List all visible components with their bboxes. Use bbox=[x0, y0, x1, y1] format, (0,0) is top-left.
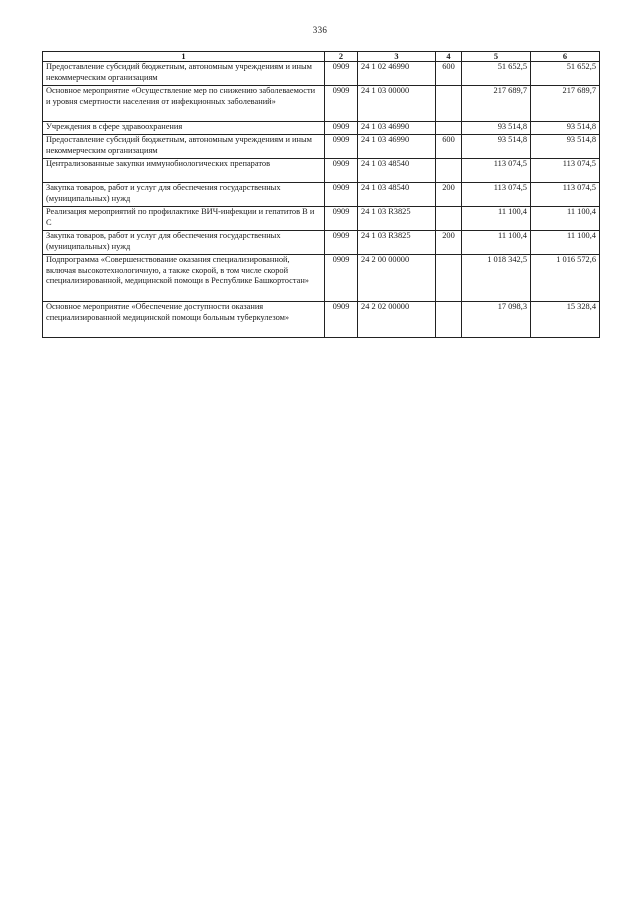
row-type bbox=[436, 159, 462, 183]
row-code: 24 1 02 46990 bbox=[358, 62, 436, 86]
row-type bbox=[436, 86, 462, 122]
row-type: 200 bbox=[436, 183, 462, 207]
table-row bbox=[43, 62, 600, 86]
row-section: 0909 bbox=[325, 302, 358, 338]
row-name: Реализация мероприятий по профилактике ВИЧ-инфекции и гепатитов B и C bbox=[43, 207, 325, 231]
row-name: Основное мероприятие «Обеспечение доступности оказания специализированной медицинской помощи больным туберкулезом» bbox=[43, 302, 325, 338]
row-sum-2: 93 514,8 bbox=[531, 122, 600, 135]
row-section: 0909 bbox=[325, 62, 358, 86]
row-sum-2: 11 100,4 bbox=[531, 231, 600, 255]
row-sum-2: 11 100,4 bbox=[531, 207, 600, 231]
row-name: Закупка товаров, работ и услуг для обеспечения государственных (муниципальных) нужд bbox=[43, 231, 325, 255]
row-sum-1: 93 514,8 bbox=[462, 122, 531, 135]
column-header-5: 5 bbox=[462, 52, 531, 62]
row-type: 600 bbox=[436, 135, 462, 159]
row-name: Основное мероприятие «Осуществление мер по снижению заболеваемости и уровня смертности населения от инфекционных заболеваний» bbox=[43, 86, 325, 122]
row-section: 0909 bbox=[325, 135, 358, 159]
table-body bbox=[43, 62, 600, 338]
row-code: 24 1 03 00000 bbox=[358, 86, 436, 122]
row-type bbox=[436, 255, 462, 302]
table-row bbox=[43, 135, 600, 159]
row-name: Предоставление субсидий бюджетным, автономным учреждениям и иным некоммерческим организациям bbox=[43, 62, 325, 86]
row-sum-1: 93 514,8 bbox=[462, 135, 531, 159]
row-code: 24 1 03 R3825 bbox=[358, 207, 436, 231]
row-code: 24 2 02 00000 bbox=[358, 302, 436, 338]
table-row bbox=[43, 302, 600, 338]
row-sum-1: 113 074,5 bbox=[462, 183, 531, 207]
row-sum-2: 93 514,8 bbox=[531, 135, 600, 159]
row-sum-1: 51 652,5 bbox=[462, 62, 531, 86]
row-section: 0909 bbox=[325, 207, 358, 231]
row-sum-2: 217 689,7 bbox=[531, 86, 600, 122]
column-header-2: 2 bbox=[325, 52, 358, 62]
page-number: 336 bbox=[312, 25, 328, 35]
row-name: Закупка товаров, работ и услуг для обеспечения государственных (муниципальных) нужд bbox=[43, 183, 325, 207]
row-sum-1: 113 074,5 bbox=[462, 159, 531, 183]
row-code: 24 1 03 48540 bbox=[358, 159, 436, 183]
row-code: 24 1 03 48540 bbox=[358, 183, 436, 207]
column-header-4: 4 bbox=[436, 52, 462, 62]
table-row bbox=[43, 207, 600, 231]
table-row bbox=[43, 122, 600, 135]
row-code: 24 1 03 46990 bbox=[358, 122, 436, 135]
row-sum-2: 1 016 572,6 bbox=[531, 255, 600, 302]
row-section: 0909 bbox=[325, 86, 358, 122]
row-name: Предоставление субсидий бюджетным, автономным учреждениям и иным некоммерческим организациям bbox=[43, 135, 325, 159]
row-section: 0909 bbox=[325, 122, 358, 135]
row-code: 24 2 00 00000 bbox=[358, 255, 436, 302]
row-type bbox=[436, 122, 462, 135]
row-type bbox=[436, 302, 462, 338]
row-section: 0909 bbox=[325, 159, 358, 183]
row-name: Учреждения в сфере здравоохранения bbox=[43, 122, 325, 135]
row-sum-2: 15 328,4 bbox=[531, 302, 600, 338]
row-sum-1: 1 018 342,5 bbox=[462, 255, 531, 302]
table-row bbox=[43, 231, 600, 255]
row-section: 0909 bbox=[325, 255, 358, 302]
row-code: 24 1 03 46990 bbox=[358, 135, 436, 159]
row-name: Подпрограмма «Совершенствование оказания специализированной, включая высокотехнологичную, а также скорой, в том числе скорой специализированной, медицинской помощи в Республике Башкортостан» bbox=[43, 255, 325, 302]
column-header-3: 3 bbox=[358, 52, 436, 62]
row-sum-2: 51 652,5 bbox=[531, 62, 600, 86]
row-type bbox=[436, 207, 462, 231]
row-sum-2: 113 074,5 bbox=[531, 159, 600, 183]
row-sum-1: 17 098,3 bbox=[462, 302, 531, 338]
row-type: 200 bbox=[436, 231, 462, 255]
column-header-1: 1 bbox=[43, 52, 325, 62]
row-name: Централизованные закупки иммунобиологических препаратов bbox=[43, 159, 325, 183]
table-row bbox=[43, 255, 600, 302]
row-type: 600 bbox=[436, 62, 462, 86]
table-row bbox=[43, 183, 600, 207]
row-sum-1: 217 689,7 bbox=[462, 86, 531, 122]
header-row bbox=[43, 52, 600, 62]
row-sum-2: 113 074,5 bbox=[531, 183, 600, 207]
row-sum-1: 11 100,4 bbox=[462, 207, 531, 231]
row-sum-1: 11 100,4 bbox=[462, 231, 531, 255]
row-section: 0909 bbox=[325, 231, 358, 255]
column-header-6: 6 bbox=[531, 52, 600, 62]
table-row bbox=[43, 86, 600, 122]
row-section: 0909 bbox=[325, 183, 358, 207]
table-header bbox=[43, 52, 600, 62]
row-code: 24 1 03 R3825 bbox=[358, 231, 436, 255]
budget-table bbox=[42, 51, 600, 338]
table-row bbox=[43, 159, 600, 183]
